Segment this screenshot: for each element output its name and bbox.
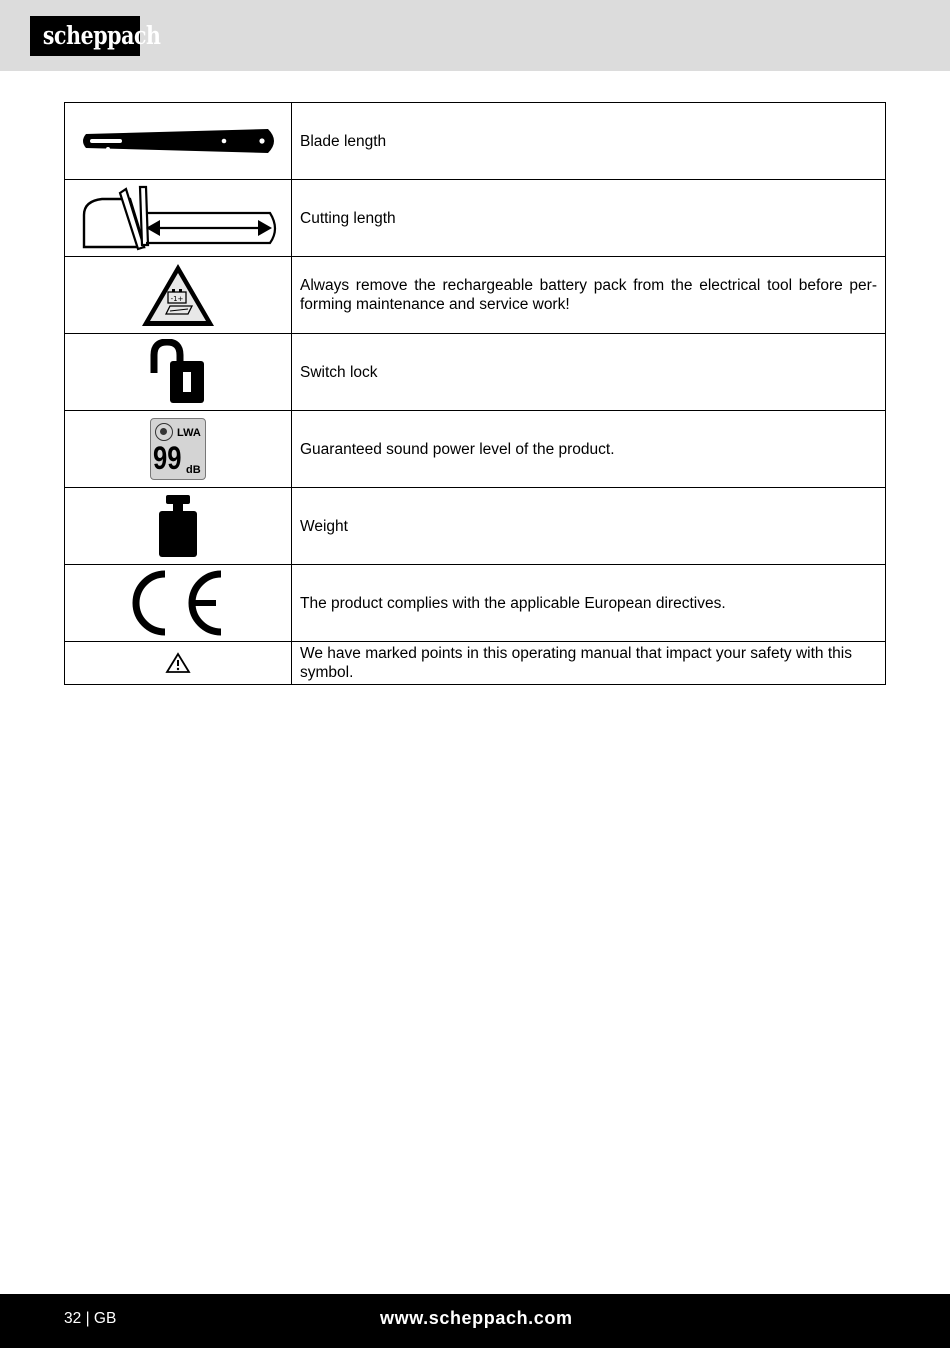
scheppach-logo: scheppach <box>30 16 140 56</box>
saw-blade-icon <box>78 121 278 161</box>
table-row <box>65 103 886 180</box>
battery-warning-icon <box>140 262 216 328</box>
symbol-description: We have marked points in this operating manual that impact your safety with this symbol. <box>292 642 886 685</box>
website-url: www.scheppach.com <box>380 1308 573 1328</box>
db-value: 99 <box>153 440 182 476</box>
table-row <box>65 642 886 685</box>
lwa-label: LWA <box>177 427 201 439</box>
table-row <box>65 565 886 642</box>
db-unit: dB <box>186 464 201 476</box>
weight-icon <box>156 493 200 559</box>
table-row <box>65 411 886 488</box>
symbol-description: Cutting length <box>292 180 886 257</box>
table-row <box>65 257 886 334</box>
symbol-description: The product complies with the applicable European directives. <box>292 565 886 642</box>
svg-text:-1+: -1+ <box>170 295 184 303</box>
symbol-description: Switch lock <box>292 334 886 411</box>
ce-mark-icon <box>130 570 226 636</box>
symbol-description: Always remove the rechargeable battery pack from the electrical tool before per-forming maintenance and service work! <box>292 257 886 334</box>
warning-triangle-icon <box>165 652 191 674</box>
table-row <box>65 334 886 411</box>
page-footer <box>0 1294 950 1348</box>
cutting-length-icon <box>78 185 278 251</box>
symbol-description: Blade length <box>292 103 886 180</box>
table-row <box>65 488 886 565</box>
padlock-open-icon <box>148 339 208 405</box>
symbol-description: Weight <box>292 488 886 565</box>
symbols-table <box>64 102 886 685</box>
page-number: 32 | GB <box>64 1310 117 1327</box>
symbol-description: Guaranteed sound power level of the product. <box>292 411 886 488</box>
page-header <box>0 0 950 71</box>
table-row <box>65 180 886 257</box>
sound-level-icon <box>150 418 206 480</box>
